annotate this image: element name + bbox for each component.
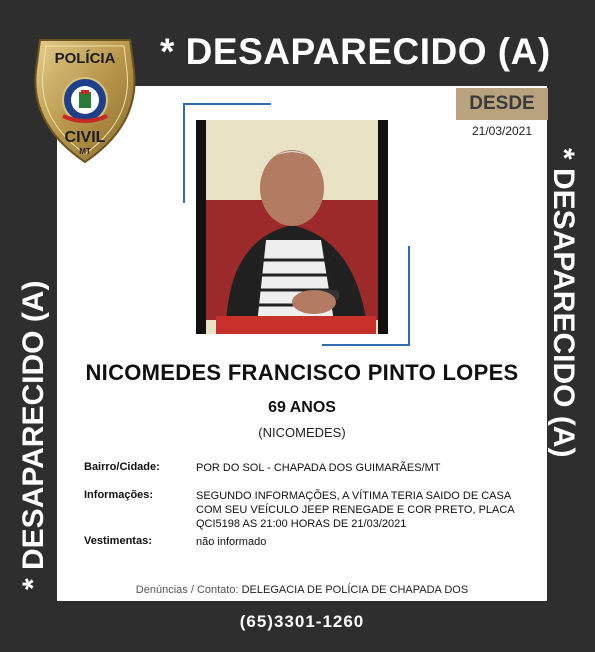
side-banner-right: * DESAPARECIDO (A) xyxy=(547,148,580,458)
person-nickname: (NICOMEDES) xyxy=(258,425,346,440)
info-value: SEGUNDO INFORMAÇÕES, A VÍTIMA TERIA SAIDO DE CASA COM SEU VEÍCULO JEEP RENEGADE E COR PRETO, PLACA QCI5198 AS 21:00 HORAS DE 21/03/2021 xyxy=(196,490,515,530)
vest-value: não informado xyxy=(196,536,267,548)
contact-value: DELEGACIA DE POLÍCIA DE CHAPADA DOS xyxy=(241,584,469,596)
contact-line xyxy=(57,584,547,600)
since-date: 21/03/2021 xyxy=(471,124,533,138)
badge-text-policia: POLÍCIA xyxy=(54,50,116,67)
person-name: NICOMEDES FRANCISCO PINTO LOPES xyxy=(85,360,519,385)
bairro-label: Bairro/Cidade: xyxy=(84,461,160,473)
contact-label: Denúncias / Contato: xyxy=(135,584,239,596)
missing-person-photo xyxy=(196,120,388,334)
badge-text-mt: MT xyxy=(79,147,91,156)
person-age: 69 ANOS xyxy=(268,399,336,416)
contact-phone: (65)3301-1260 xyxy=(239,612,365,631)
policia-civil-badge-logo xyxy=(30,30,140,170)
since-label: DESDE xyxy=(456,88,548,120)
info-label: Informações: xyxy=(84,489,154,501)
side-banner-left: * DESAPARECIDO (A) xyxy=(17,280,50,590)
poster-title: * DESAPARECIDO (A) xyxy=(160,31,551,72)
bairro-value: POR DO SOL - CHAPADA DOS GUIMARÃES/MT xyxy=(196,462,441,474)
badge-text-civil: CIVIL xyxy=(64,129,106,146)
vest-label: Vestimentas: xyxy=(84,535,152,547)
